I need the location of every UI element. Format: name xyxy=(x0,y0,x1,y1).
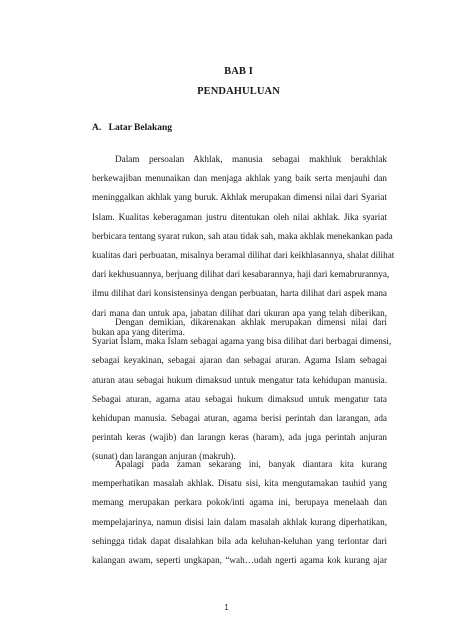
paragraph-line: memang merupakan perkara pokok/inti agama ini, berupaya menelaah dan xyxy=(92,497,387,508)
paragraph-line: dari kekhusuannya, berjuang dilihat dari kesabarannya, haji dari kemabrurannya, xyxy=(92,269,390,280)
paragraph-line: berbicara tentang syarat rukun, sah atau tidak sah, maka akhlak menekankan pada xyxy=(92,230,393,241)
page-number: 1 xyxy=(224,603,229,612)
paragraph-line: Dengan demikian, dikarenakan akhlak merupakan dimensi nilai dari xyxy=(115,317,387,327)
paragraph-line: ilmu dilihat dari konsistensinya dengan perbuatan, harta dilihat dari aspek mana xyxy=(92,288,387,299)
paragraph-line: (sunat) dan larangan anjuran (makruh). xyxy=(92,451,236,462)
paragraph-line: sebagai keyakinan, sebagai ajaran dan sebagai aturan. Agama Islam sebagai xyxy=(92,355,387,366)
paragraph-line: Dalam persoalan Akhlak, manusia sebagai makhluk berakhlak xyxy=(115,154,387,164)
paragraph-line: mempelajarinya, namun disisi lain dalam masalah akhlak kurang diperhatikan, xyxy=(92,516,387,527)
paragraph-line: berkewajiban menunaikan dan menjaga akhlak yang baik serta menjauhi dan xyxy=(92,173,387,184)
chapter-title: PENDAHULUAN xyxy=(197,86,280,97)
paragraph-line: kualitas dari perbuatan, misalnya beramal dilihat dari keikhlasannya, shalat dilihat xyxy=(92,249,395,260)
paragraph-line: meninggalkan akhlak yang buruk. Akhlak merupakan dimensi nilai dari Syariat xyxy=(92,192,387,203)
section-heading xyxy=(92,123,172,133)
paragraph-line: perintah keras (wajib) dan larangn keras (haram), ada juga perintah anjuran xyxy=(92,432,387,443)
paragraph-line: aturan atau sebagai hukum dimaksud untuk mengatur tata kehidupan manusia. xyxy=(92,374,387,385)
paragraph-line: kalangan awam, seperti ungkapan, “wah…udah ngerti agama kok kurang ajar xyxy=(92,554,387,565)
paragraph-line: Syariat Islam, maka Islam sebagai agama yang bisa dilihat dari berbagai dimensi, xyxy=(92,336,392,347)
paragraph-line: Islam. Kualitas keberagaman justru ditentukan oleh nilai akhlak. Jika syariat xyxy=(92,211,387,222)
paragraph-2 xyxy=(92,313,392,467)
paragraph-line: memperhatikan masalah akhlak. Disatu sisi, kita mengutamakan tauhid yang xyxy=(92,478,387,489)
chapter-number: BAB I xyxy=(224,66,253,77)
paragraph-line: bukan apa yang diterima. xyxy=(92,326,185,337)
paragraph-3 xyxy=(92,455,387,570)
paragraph-line: sehingga tidak dapat disalahkan bila ada keluhan-keluhan yang terlontar dari xyxy=(92,535,387,546)
paragraph-line: kehidupan manusia. Sebagai aturan, agama berisi perintah dan larangan, ada xyxy=(92,412,387,423)
section-number: A. xyxy=(92,123,102,133)
paragraph-line: dari mana dan untuk apa, jabatan dilihat dari ukuran apa yang telah diberikan, xyxy=(92,307,387,318)
paragraph-line: Sebagai aturan, agama atau sebagai hukum dimaksud untuk mengatur tata xyxy=(92,393,387,404)
paragraph-line: Apalagi pada zaman sekarang ini, banyak diantara kita kurang xyxy=(115,459,387,469)
section-title: Latar Belakang xyxy=(108,123,173,133)
